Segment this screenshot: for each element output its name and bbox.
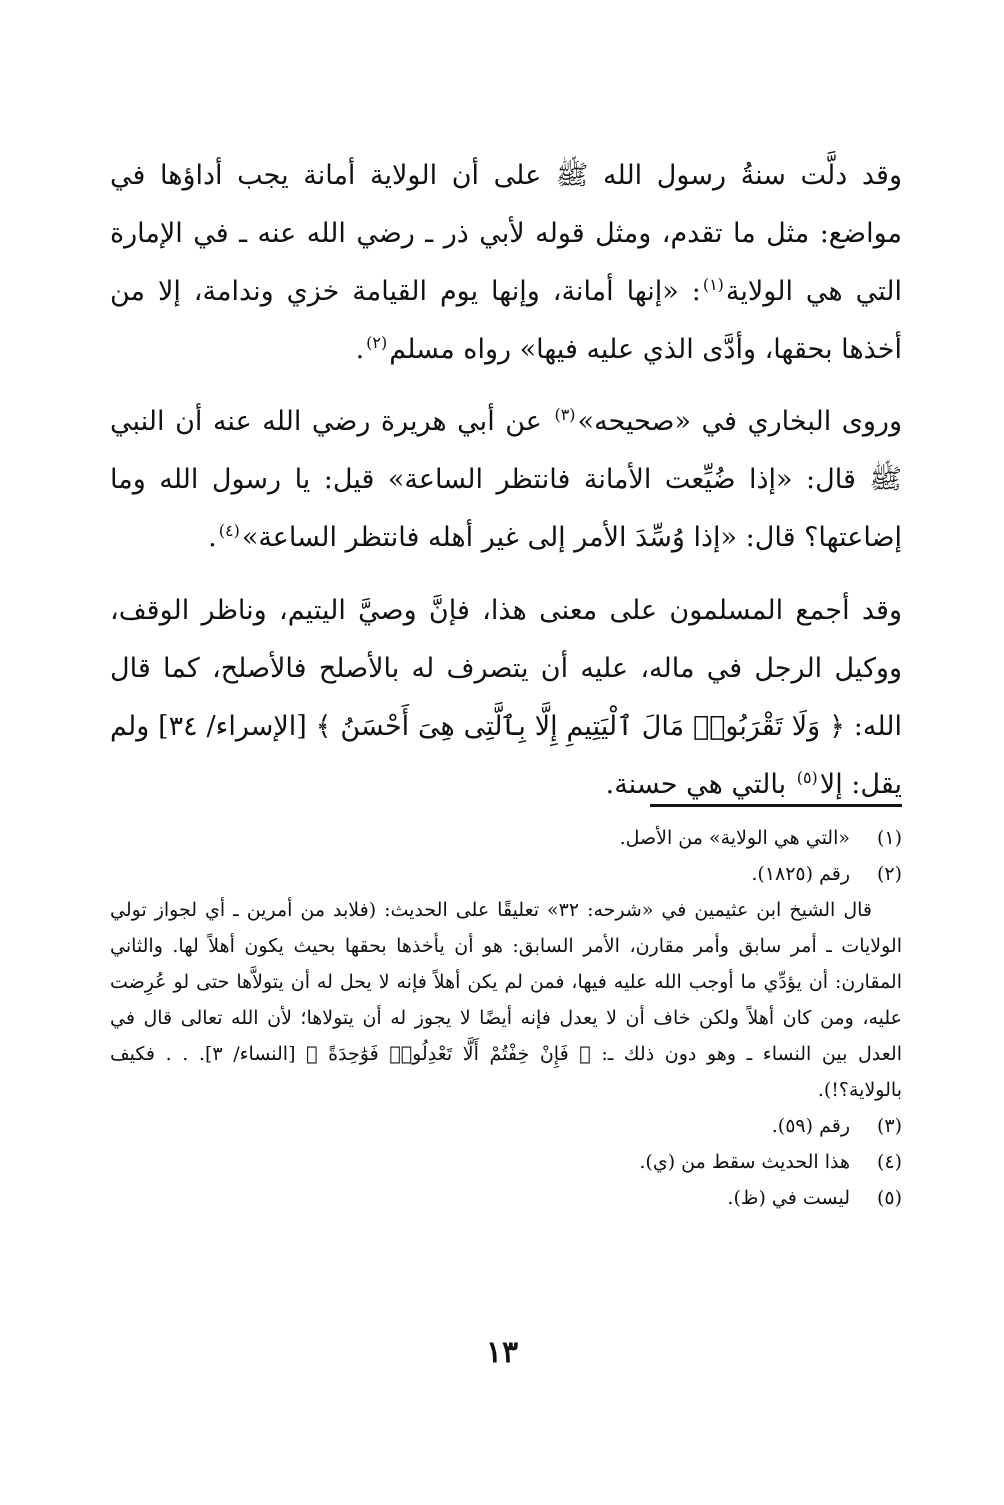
footnote-marker-2: (٢)	[366, 333, 388, 352]
footnote-2	[110, 856, 902, 892]
commentary-citation: [النساء/ ٣]. . . فكيف بالولاية؟!).	[110, 1043, 902, 1101]
page-number: ١٣	[485, 1335, 519, 1370]
footnote-1	[110, 820, 902, 856]
footnote-marker-3: (٣)	[554, 405, 576, 424]
paragraph-3	[110, 582, 902, 814]
paragraph-1-text-end: .	[355, 334, 365, 365]
paragraph-2	[110, 393, 902, 567]
paragraph-2-text-a: وروى البخاري في «صحيحه»	[577, 406, 902, 437]
paragraph-1-text-b: : «إنها أمانة، وإنها يوم القيامة خزي وندامة، إلا من أخذها بحقها، وأدَّى الذي عليه فيها» رواه مسلم	[110, 276, 902, 365]
quran-citation: [الإسراء/ ٣٤] ولم يقل: إلا	[110, 711, 902, 800]
paragraph-2-text-b: عن أبي هريرة رضي الله عنه أن النبي ﷺ قال: «إذا ضُيِّعت الأمانة فانتظر الساعة» قيل: يا رسول الله وما إضاعتها؟ قال: «إذا وُسِّدَ الأمر إلى غير أهله فانتظر الساعة»	[110, 406, 902, 553]
footnote-5	[110, 1180, 902, 1216]
footnote-number: (٣)	[876, 1115, 902, 1137]
footnote-text: «التي هي الولاية» من الأصل.	[619, 827, 850, 849]
footnote-number: (٤)	[876, 1151, 902, 1173]
footnote-3	[110, 1108, 902, 1144]
footnote-2-commentary	[110, 892, 902, 1108]
paragraph-2-text-end: .	[208, 522, 217, 553]
footnote-marker-1: (١)	[702, 275, 724, 294]
footnote-marker-5: (٥)	[796, 768, 818, 787]
footnote-number: (١)	[876, 827, 902, 849]
footnote-text: رقم (٥٩).	[771, 1115, 850, 1137]
footnote-4	[110, 1144, 902, 1180]
paragraph-3-text-a: وقد أجمع المسلمون على معنى هذا، فإنَّ وصيَّ اليتيم، وناظر الوقف، ووكيل الرجل في ماله، عليه أن يتصرف له بالأصلح فالأصلح، كما قال الله:	[110, 595, 902, 742]
commentary-text: قال الشيخ ابن عثيمين في «شرحه: ٣٢» تعليقًا على الحديث: (فلابد من أمرين ـ أي لجواز تولي الولايات ـ أمر سابق وأمر مقارن، الأمر السابق: هو أن يأخذها بحقها بحيث يكون أهلاً لها. والثاني المقارن: أن يؤدِّي ما أوجب الله عليه فيها، فمن لم يكن أهلاً فإنه لا يحل له أن يتولاَّها حتى لو عُرِضت عليه، ومن كان أهلاً ولكن خاف أن لا يعدل فإنه أيضًا لا يجوز له أن يتولاها؛ لأن الله تعالى قال في العدل بين النساء ـ وهو دون ذلك ـ:	[110, 899, 902, 1065]
footnote-text: ليست في (ظ).	[727, 1187, 850, 1209]
footnote-text: رقم (١٨٢٥).	[751, 863, 850, 885]
footnote-text: هذا الحديث سقط من (ي).	[639, 1151, 850, 1173]
paragraph-1	[110, 147, 902, 379]
footnote-separator	[650, 804, 902, 807]
footnote-marker-4: (٤)	[218, 521, 240, 540]
commentary-quran-verse: ﴿ فَإِنْ خِفْتُمْ أَلَّا تَعْدِلُوا۟ فَوَٰحِدَةً ﴾	[306, 1043, 591, 1065]
footnote-number: (٥)	[876, 1187, 902, 1209]
quran-verse: ﴿ وَلَا تَقْرَبُوا۟ مَالَ ٱلْيَتِيمِ إِلَّا بِٱلَّتِى هِىَ أَحْسَنُ ﴾	[315, 711, 845, 742]
paragraph-3-text-end: بالتي هي حسنة.	[605, 769, 795, 800]
paragraph-1-text-a: وقد دلَّت سنةُ رسول الله ﷺ على أن الولاية أمانة يجب أداؤها في مواضع: مثل ما تقدم، ومثل قوله لأبي ذر ـ رضي الله عنه ـ في الإمارة التي هي الولاية	[110, 160, 902, 307]
footnotes	[110, 820, 902, 1216]
footnote-number: (٢)	[876, 863, 902, 885]
